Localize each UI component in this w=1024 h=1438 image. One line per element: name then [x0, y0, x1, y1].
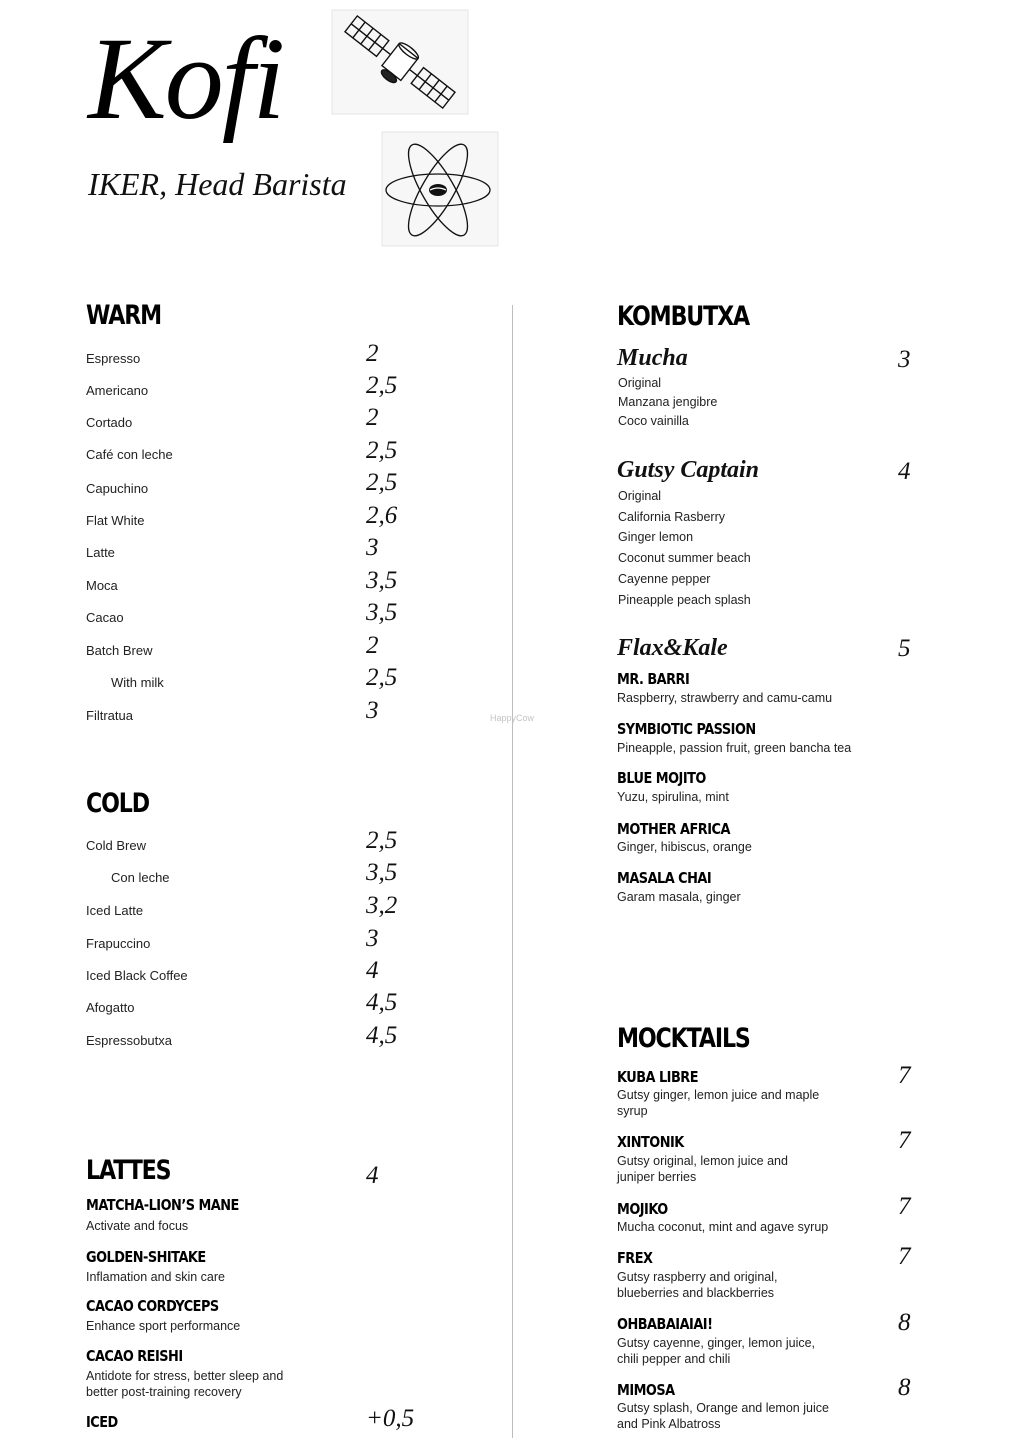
drink-name: XINTONIK [617, 1133, 684, 1151]
drink-name: GOLDEN-SHITAKE [86, 1248, 206, 1266]
flavor-item: Coco vainilla [618, 414, 689, 428]
item-price: 4,5 [366, 1022, 398, 1049]
drink-name: MIMOSA [617, 1381, 675, 1399]
menu-item: Frapuccino [86, 936, 151, 951]
drink-description: Garam masala, ginger [617, 890, 741, 904]
item-price: 2,5 [366, 827, 398, 854]
flavor-item: Ginger lemon [618, 530, 694, 544]
atom-coffee-bean-illustration [380, 130, 500, 248]
menu-item: Iced Latte [86, 903, 144, 918]
item-price: 7 [898, 1127, 911, 1154]
drink-description: Ginger, hibiscus, orange [617, 840, 752, 854]
menu-item: Café con leche [86, 447, 173, 462]
menu-item: Capuchino [86, 481, 149, 496]
drink-name: FREX [617, 1249, 653, 1267]
drink-description: Raspberry, strawberry and camu-camu [617, 691, 833, 705]
section-title-mocktails: MOCKTAILS [617, 1023, 750, 1054]
satellite-illustration [330, 8, 470, 116]
column-divider [512, 305, 513, 1438]
item-price: 4 [366, 957, 379, 984]
drink-description: Gutsy cayenne, ginger, lemon juice, chili pepper and chili [617, 1336, 816, 1366]
brand-name: Flax&Kale [617, 635, 728, 661]
drink-description: Antidote for stress, better sleep and better post-training recovery [86, 1369, 284, 1399]
drink-description: Inflamation and skin care [86, 1270, 225, 1284]
item-price: +0,5 [366, 1405, 415, 1432]
item-price: 3,5 [366, 567, 398, 594]
flavor-item: Manzana jengibre [618, 395, 718, 409]
drink-name: MOTHER AFRICA [617, 820, 730, 838]
drink-description: Yuzu, spirulina, mint [617, 790, 729, 804]
item-price: 8 [898, 1309, 911, 1336]
drink-description: Gutsy original, lemon juice and juniper berries [617, 1154, 788, 1184]
brand-price: 3 [898, 346, 911, 373]
menu-item: Batch Brew [86, 643, 153, 658]
drink-description: Gutsy raspberry and original, blueberries and blackberries [617, 1270, 778, 1300]
watermark: HappyCow [490, 713, 535, 723]
menu-item: Moca [86, 578, 118, 593]
menu-item: Con leche [111, 870, 170, 885]
section-title-cold: COLD [86, 788, 149, 819]
page-subtitle: IKER, Head Barista [88, 166, 347, 202]
item-price: 3 [366, 925, 379, 952]
drink-name: KUBA LIBRE [617, 1068, 699, 1086]
item-price: 7 [898, 1062, 911, 1089]
menu-item: Cortado [86, 415, 133, 430]
item-price: 2 [366, 404, 379, 431]
menu-item: Cold Brew [86, 838, 146, 853]
brand-name: Mucha [617, 345, 688, 371]
drink-name: CACAO REISHI [86, 1347, 183, 1365]
drink-description: Gutsy ginger, lemon juice and maple syrup [617, 1088, 820, 1118]
item-price: 8 [898, 1374, 911, 1401]
menu-item: Americano [86, 383, 149, 398]
drink-name: MOJIKO [617, 1200, 668, 1218]
item-price: 2,5 [366, 437, 398, 464]
drink-name: MATCHA-LION’S MANE [86, 1196, 239, 1214]
menu-item: Afogatto [86, 1000, 135, 1015]
item-price: 2,5 [366, 469, 398, 496]
item-price: 2 [366, 340, 379, 367]
item-price: 2,6 [366, 502, 398, 529]
flavor-item: Original [618, 376, 662, 390]
item-price: 4,5 [366, 989, 398, 1016]
menu-item: Cacao [86, 610, 124, 625]
drink-description: Activate and focus [86, 1219, 189, 1233]
brand-name: Gutsy Captain [617, 457, 760, 483]
brand-logo: Kofi [88, 13, 284, 144]
menu-item: Espressobutxa [86, 1033, 172, 1048]
menu-item: Latte [86, 545, 115, 560]
drink-name: MR. BARRI [617, 670, 690, 688]
flavor-item: California Rasberry [618, 510, 725, 524]
item-price: 3 [366, 697, 379, 724]
section-title-kombutxa: KOMBUTXA [617, 301, 749, 332]
drink-description: Enhance sport performance [86, 1319, 241, 1333]
drink-name: OHBABAIAIAI! [617, 1315, 713, 1333]
brand-price: 4 [898, 458, 911, 485]
item-price: 3,2 [366, 892, 398, 919]
section-title-lattes: LATTES [86, 1155, 171, 1186]
item-price: 2,5 [366, 664, 398, 691]
menu-item: With milk [111, 675, 164, 690]
item-price: 3,5 [366, 859, 398, 886]
item-price: 2 [366, 632, 379, 659]
menu-item: Espresso [86, 351, 141, 366]
drink-name: SYMBIOTIC PASSION [617, 720, 756, 738]
item-price: 3,5 [366, 599, 398, 626]
item-price: 7 [898, 1193, 911, 1220]
drink-description: Gutsy splash, Orange and lemon juice and Pink Albatross [617, 1401, 829, 1431]
menu-item: Filtratua [86, 708, 133, 723]
section-price: 4 [366, 1162, 379, 1189]
menu-item: Iced Black Coffee [86, 968, 188, 983]
flavor-item: Original [618, 489, 662, 503]
drink-name: BLUE MOJITO [617, 769, 706, 787]
item-price: 7 [898, 1243, 911, 1270]
menu-item: Flat White [86, 513, 145, 528]
drink-description: Pineapple, passion fruit, green bancha tea [617, 741, 852, 755]
item-price: 3 [366, 534, 379, 561]
flavor-item: Pineapple peach splash [618, 593, 751, 607]
brand-price: 5 [898, 635, 911, 662]
section-title-warm: WARM [86, 300, 162, 331]
drink-description: Mucha coconut, mint and agave syrup [617, 1220, 829, 1234]
drink-name: CACAO CORDYCEPS [86, 1297, 219, 1315]
flavor-item: Cayenne pepper [618, 572, 711, 586]
drink-name: MASALA CHAI [617, 869, 712, 887]
drink-name: ICED [86, 1413, 118, 1431]
flavor-item: Coconut summer beach [618, 551, 751, 565]
item-price: 2,5 [366, 372, 398, 399]
